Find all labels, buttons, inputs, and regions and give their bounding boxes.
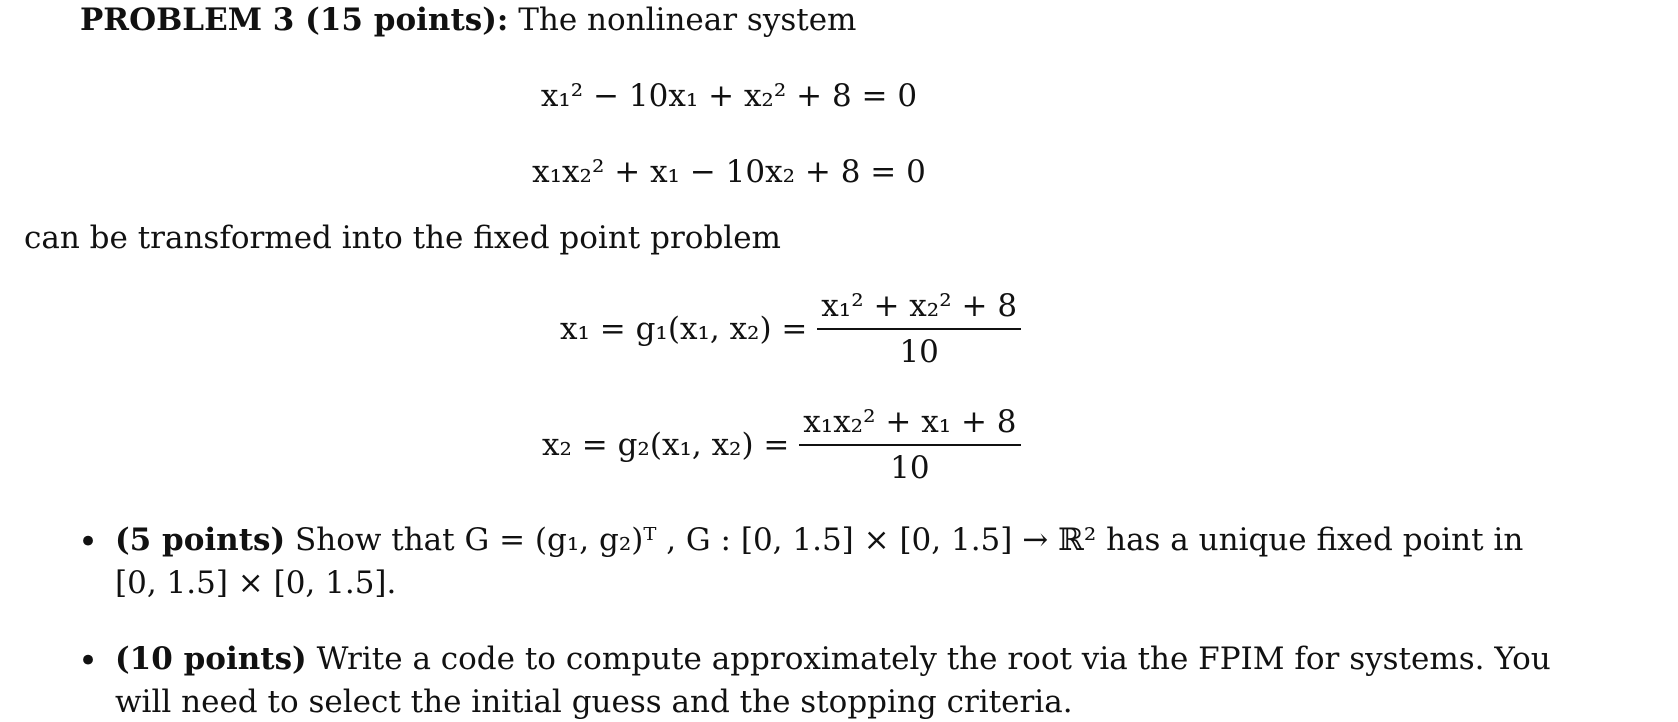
g2-numerator: x₁x₂² + x₁ + 8: [799, 402, 1020, 446]
task-2-line-2: will need to select the initial guess and the stopping criteria.: [115, 684, 1073, 720]
g2-fraction: [799, 402, 1020, 488]
transition-text: can be transformed into the fixed point problem: [24, 220, 781, 256]
task-1-bullet: •: [78, 522, 99, 562]
g1-lhs: x₁ = g₁(x₁, x₂) =: [560, 311, 808, 347]
g2-denominator: 10: [890, 450, 930, 486]
task-2-bullet: •: [78, 641, 99, 681]
system-equation-1: x₁² − 10x₁ + x₂² + 8 = 0: [540, 78, 918, 114]
g1-denominator: 10: [899, 334, 939, 370]
problem-heading: PROBLEM 3 (15 points):: [80, 2, 509, 38]
task-2-text: Write a code to compute approximately the root via the FPIM for systems. You: [316, 641, 1551, 677]
g1-fraction: [817, 286, 1021, 372]
task-1-line-2: [0, 1.5] × [0, 1.5].: [115, 565, 397, 601]
task-2-line-1: [115, 639, 1551, 679]
problem-heading-line: [80, 0, 856, 40]
fixed-point-g1: [560, 286, 1021, 372]
g1-numerator: x₁² + x₂² + 8: [817, 286, 1021, 330]
task-1-line-1: [115, 520, 1523, 560]
task-1-points: (5 points): [115, 522, 286, 558]
task-2-points: (10 points): [115, 641, 307, 677]
system-equation-2: x₁x₂² + x₁ − 10x₂ + 8 = 0: [532, 154, 926, 190]
fixed-point-g2: [542, 402, 1021, 488]
task-1-text: Show that G = (g₁, g₂)ᵀ , G : [0, 1.5] × [0, 1.5] → ℝ² has a unique fixed point in: [295, 522, 1524, 558]
problem-intro: The nonlinear system: [518, 2, 857, 38]
g2-lhs: x₂ = g₂(x₁, x₂) =: [542, 427, 790, 463]
